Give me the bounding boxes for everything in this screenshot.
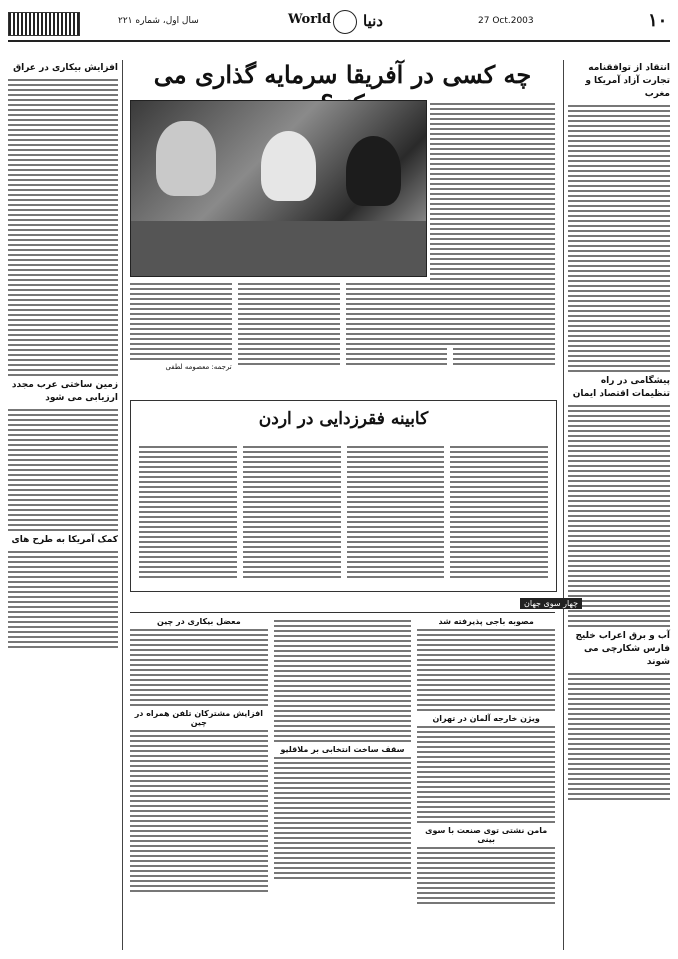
text-column [238, 280, 340, 390]
masthead [8, 10, 670, 42]
text-column [346, 280, 448, 390]
news-item-title: مصوبه باجی پذیرفته شد [438, 617, 534, 626]
photo-person [261, 131, 316, 201]
news-column [130, 617, 268, 947]
section-english: World [288, 12, 332, 27]
body-text [568, 405, 670, 627]
newspaper-logo [8, 12, 80, 36]
news-item-title: معضل بیکاری در چین [157, 617, 241, 626]
right-column [563, 60, 670, 950]
page-number: ۱۰ [648, 10, 668, 31]
news-item-title: ویژن خارجه آلمان در تهران [432, 714, 540, 723]
box-headline: کابینه فقرزدایی در اردن [258, 409, 429, 429]
body-text [568, 673, 670, 800]
news-item-title: مامن نشتی توی صنعت با سوی بینی [425, 826, 548, 844]
news-item-title: سقف ساخت انتخابی بر ملاقلیو [280, 745, 405, 754]
globe-icon [333, 10, 357, 34]
main-article-columns [130, 280, 555, 390]
photo-table [131, 221, 426, 276]
section-title: دنیا [363, 12, 383, 30]
news-item-title: افزایش مشترکان تلفن همراه در چین [134, 709, 263, 727]
left-item-title: زمین ساختی عرب مجدد ارزیابی می شود [11, 380, 118, 403]
photo-person [346, 136, 401, 206]
section-tag: چهار سوی جهان [520, 598, 582, 609]
news-photo [130, 100, 427, 277]
left-item-title: کمک آمریکا به طرح های [11, 535, 118, 545]
main-headline: چه کسی در آفریقا سرمایه گذاری می [153, 60, 532, 89]
text-column [453, 280, 555, 390]
right-item-title: پیشگامی در راه تنظیمات اقتصاد ایمان [572, 376, 670, 399]
body-text [8, 79, 118, 376]
news-column [417, 617, 555, 947]
boxed-article [130, 400, 557, 592]
text-column [130, 280, 232, 390]
box-text [139, 443, 548, 581]
right-item-title: انتقاد از توافقنامه تجارت آزاد آمریکا و مغرب [585, 63, 670, 99]
body-text [8, 551, 118, 648]
issue-date: 27 Oct.2003 [478, 16, 534, 26]
body-text [8, 409, 118, 531]
news-column [274, 617, 412, 947]
right-item-title: آب و برق اعراب خلیج فارس شکارچی می شوند [575, 631, 670, 667]
left-column [8, 60, 123, 950]
translator-credit: ترجمه: معصومه لطفی [165, 363, 232, 371]
body-text [568, 105, 670, 372]
issue-number: سال اول، شماره ۲۲۱ [118, 16, 199, 26]
bottom-news [130, 612, 555, 947]
photo-person [156, 121, 216, 196]
left-item-title: افزایش بیکاری در عراق [13, 63, 118, 73]
